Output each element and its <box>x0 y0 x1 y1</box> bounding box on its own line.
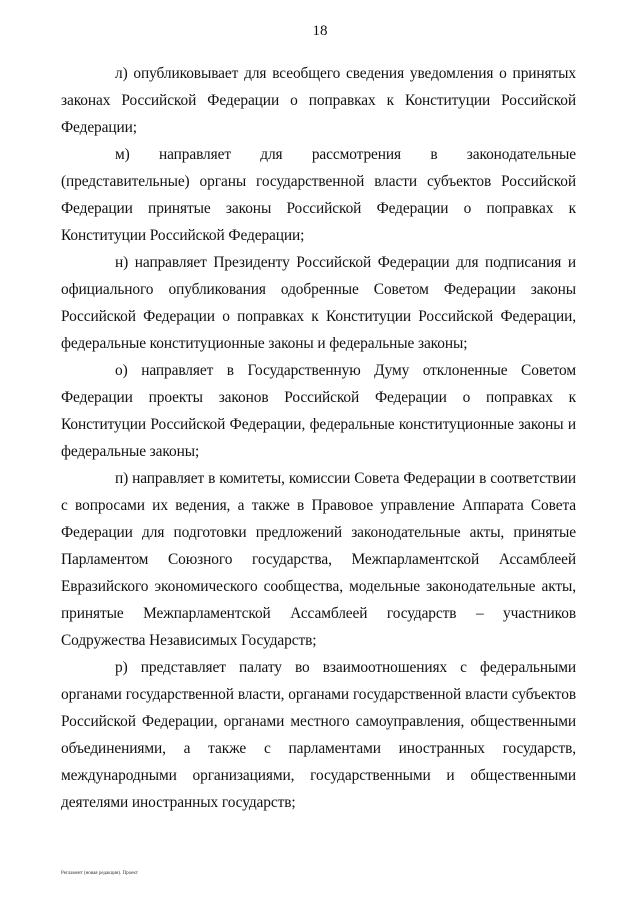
page-number: 18 <box>312 23 328 39</box>
paragraph-n: н) направляет Президенту Российской Федерации для подписания и официального опубликования одобренные Советом Федерации законы Российской Федерации о поправках к Конституции Российской Федерации, федеральные конституционные законы и федеральные законы; <box>61 254 576 352</box>
paragraph-r: р) представляет палату во взаимоотношениях с федеральными органами государственной власти, органами государственной власти субъектов Российской Федерации, органами местного самоуправления, общественными объединениями, а также с парламентами иностранных государств, международными организациями, государственными и общественными деятелями иностранных государств; <box>61 659 576 811</box>
paragraph-o: о) направляет в Государственную Думу отклоненные Советом Федерации проекты законов Российской Федерации о поправках к Конституции Российской Федерации, федеральные конституционные законы и федеральные законы; <box>61 362 576 460</box>
paragraph-m: м) направляет для рассмотрения в законодательные (представительные) органы государственной власти субъектов Российской Федерации принятые законы Российской Федерации о поправках к Конституции Российской Федерации; <box>61 146 576 244</box>
footer-note: Регламент (новая редакция). Проект <box>61 871 138 876</box>
paragraph-l: л) опубликовывает для всеобщего сведения уведомления о принятых законах Российской Федерации о поправках к Конституции Российской Федерации; <box>61 65 576 136</box>
paragraph-p: п) направляет в комитеты, комиссии Совета Федерации в соответствии с вопросами их ведения, а также в Правовое управление Аппарата Совета Федерации для подготовки предложений законодательные акты, принятые Парламентом Союзного государства, Межпарламентской Ассамблеей Евразийского экономического сообщества, модельные законодательные акты, принятые Межпарламентской Ассамблеей государств – участников Содружества Независимых Государств; <box>61 470 576 649</box>
document-body <box>61 60 576 816</box>
